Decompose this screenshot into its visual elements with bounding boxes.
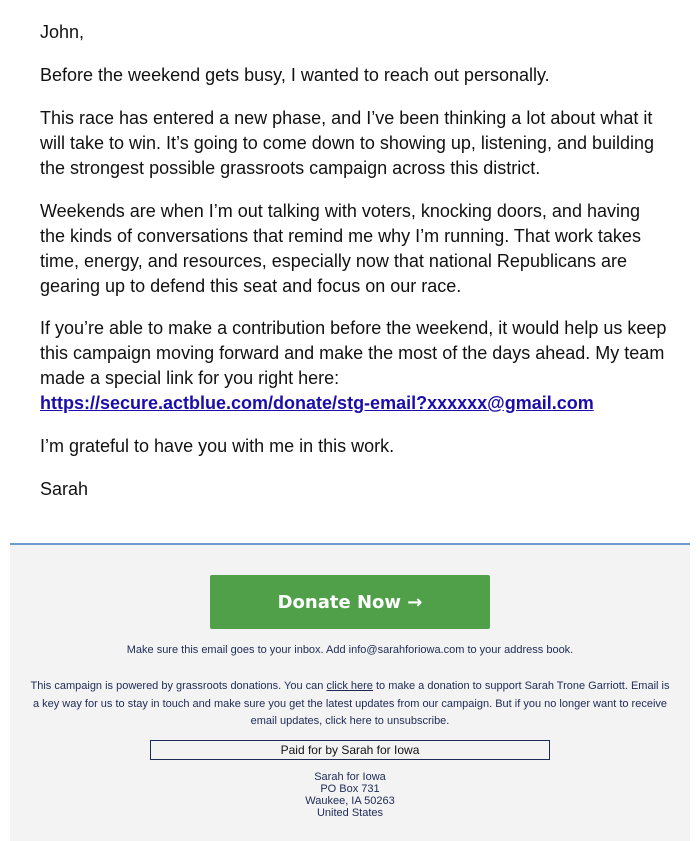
contribution-text: If you’re able to make a contribution before the weekend, it would help us keep this campaign moving forward and make the most of the days ahead. My team made a special link for you right here: — [40, 318, 667, 388]
mailing-address — [30, 771, 670, 819]
campaign-note — [30, 678, 670, 731]
email-footer — [10, 543, 690, 841]
grateful-line: I’m grateful to have you with me in this work. — [40, 436, 395, 456]
weekend-paragraph: Weekends are when I’m out talking with voters, knocking doors, and having the kinds of conversations that remind me why I’m running. That work takes time, energy, and resources, especially now that national Republicans are gearing up to defend this seat and focus on our race. — [40, 201, 641, 296]
click-here-link[interactable]: click here — [326, 680, 373, 692]
greeting: John, — [40, 22, 85, 42]
contribution-paragraph — [40, 316, 670, 416]
paid-for-disclaimer: Paid for by Sarah for Iowa — [150, 740, 550, 760]
donate-link[interactable]: https://secure.actblue.com/donate/stg-email?xxxxxx@gmail.com — [40, 393, 594, 413]
campaign-note-start: This campaign is powered by grassroots donations. You can — [30, 680, 327, 692]
signoff: Sarah — [40, 479, 89, 499]
address-city: Waukee, IA 50263 — [305, 795, 395, 807]
donate-now-button[interactable]: Donate Now → — [210, 575, 490, 629]
race-paragraph: This race has entered a new phase, and I’ve been thinking a lot about what it will take to win. It’s going to come down to showing up, listening, and building the strongest possible grassroots campaign across this district. — [40, 108, 655, 178]
address-country: United States — [316, 807, 384, 819]
inbox-note: Make sure this email goes to your inbox. Add info@sarahforiowa.com to your address book. — [126, 644, 574, 656]
intro-paragraph: Before the weekend gets busy, I wanted to reach out personally. — [40, 65, 550, 85]
campaign-note-end: to make a donation to support Sarah Trone Garriott. Email is a key way for us to stay in touch and make sure you get the latest updates from our campaign. But if you no longer want to receive email updates, click here to unsubscribe. — [32, 680, 670, 727]
address-po-box: PO Box 731 — [320, 783, 380, 795]
address-org: Sarah for Iowa — [314, 771, 386, 783]
